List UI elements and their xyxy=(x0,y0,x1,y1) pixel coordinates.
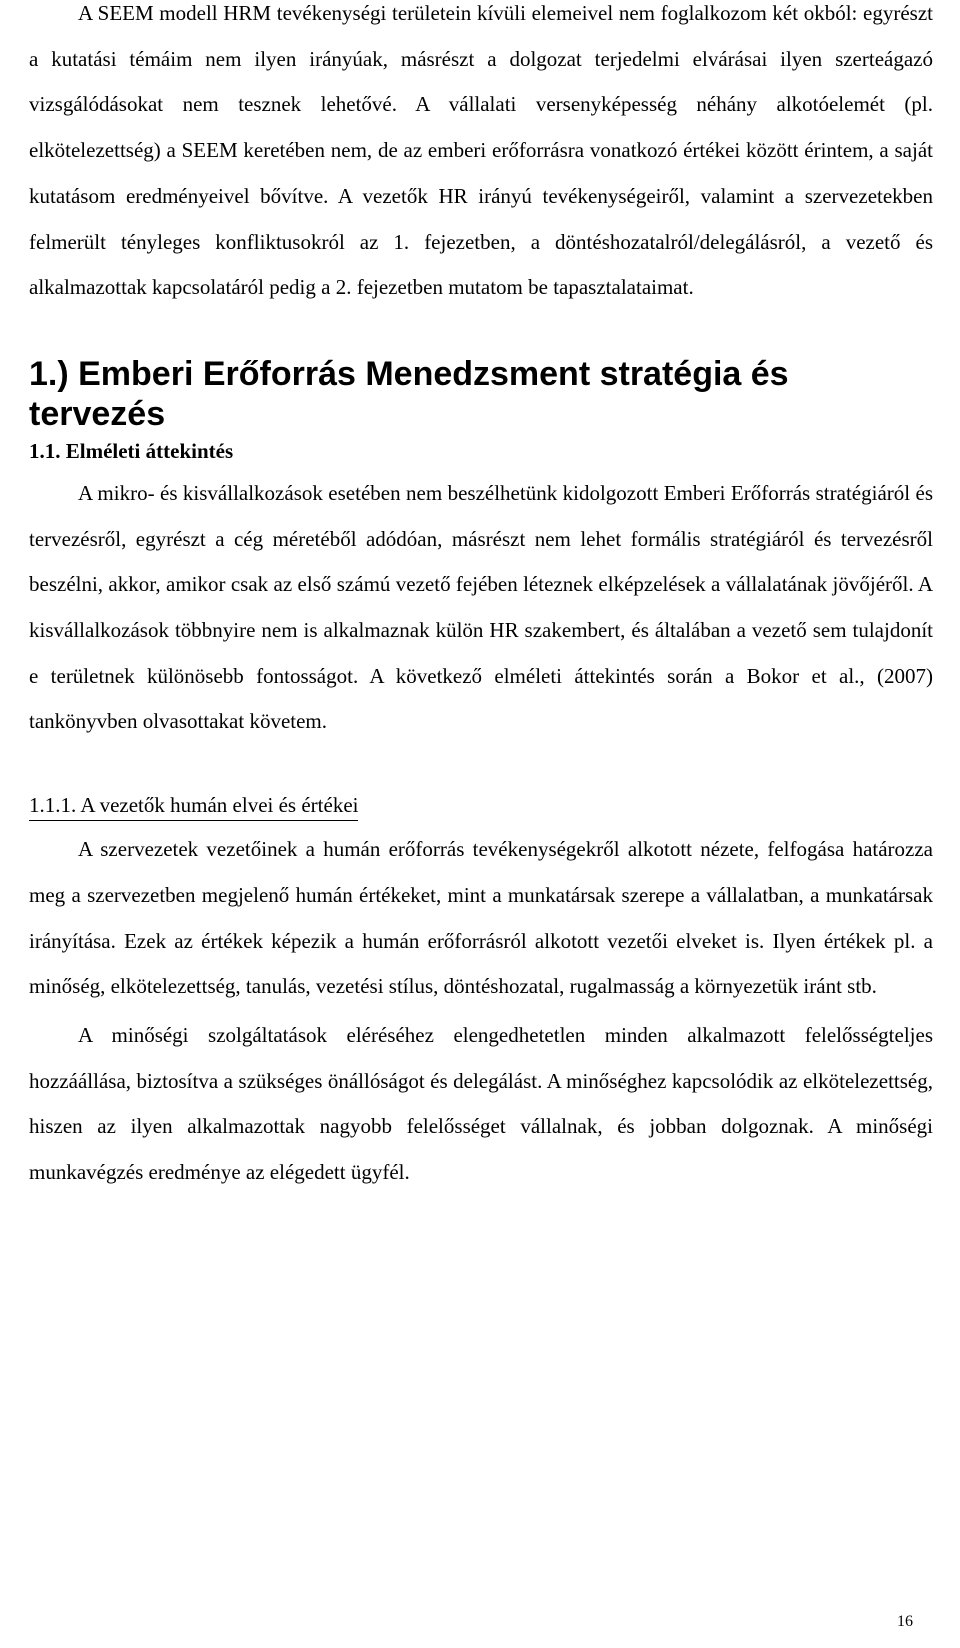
page-number: 16 xyxy=(897,1613,913,1630)
subsection-paragraph-2: A minőségi szolgáltatások eléréséhez elengedhetetlen minden alkalmazott felelősségteljes hozzáállása, biztosítva a szükséges önállóságot és delegálást. A minőséghez kapcsolódik az elkötelezettség, hiszen az ilyen alkalmazottak nagyobb felelősséget vállalnak, és jobban dolgoznak. A minőségi munkavégzés eredménye az elégedett ügyfél. xyxy=(29,1022,933,1185)
section-paragraph: A mikro- és kisvállalkozások esetében nem beszélhetünk kidolgozott Emberi Erőforrás stratégiáról és tervezésről, egyrészt a cég méretéből adódóan, másrészt nem lehet formális stratégiáról és tervezésről beszélni, akkor, amikor csak az első számú vezető fejében léteznek elképzelések a vállalatának jövőjéről. A kisvállalkozások többnyire nem is alkalmaznak külön HR szakembert, és általában a vezető sem tulajdonít e területnek különösebb fontosságot. A következő elméleti áttekintés során a Bokor et al., (2007) tankönyvben olvasottakat követem. xyxy=(29,480,933,734)
chapter-title: 1.) Emberi Erőforrás Menedzsment stratégia és tervezés xyxy=(29,354,789,433)
page-content xyxy=(29,0,933,1196)
intro-paragraph: A SEEM modell HRM tevékenységi területein kívüli elemeivel nem foglalkozom két okból: egyrészt a kutatási témáim nem ilyen irányúak, másrészt a dolgozat terjedelmi elvárásai ilyen szerteágazó vizsgálódásokat nem tesznek lehetővé. A vállalati versenyképesség néhány alkotóelemét (pl. elkötelezettség) a SEEM keretében nem, de az emberi erőforrásra vonatkozó értékei között érintem, a saját kutatásom eredményeivel bővítve. A vezetők HR irányú tevékenységeiről, valamint a szervezetekben felmerült tényleges konfliktusokról az 1. fejezetben, a döntéshozatalról/delegálásról, a vezető és alkalmazottak kapcsolatáról pedig a 2. fejezetben mutatom be tapasztalataimat. xyxy=(29,1,933,300)
subsection-title: 1.1.1. A vezetők humán elvei és értékei xyxy=(29,790,358,821)
subsection-paragraph-1: A szervezetek vezetőinek a humán erőforrás tevékenységekről alkotott nézete, felfogása határozza meg a szervezetben megjelenő humán értékeket, mint a munkatársak szerepe a vállalatban, a munkatársak irányítása. Ezek az értékek képezik a humán erőforrásról alkotott vezetői elveket is. Ilyen értékek pl. a minőség, elkötelezettség, tanulás, vezetési stílus, döntéshozatal, rugalmasság a környezetük iránt stb. xyxy=(29,837,933,999)
section-title: 1.1. Elméleti áttekintés xyxy=(29,438,234,463)
